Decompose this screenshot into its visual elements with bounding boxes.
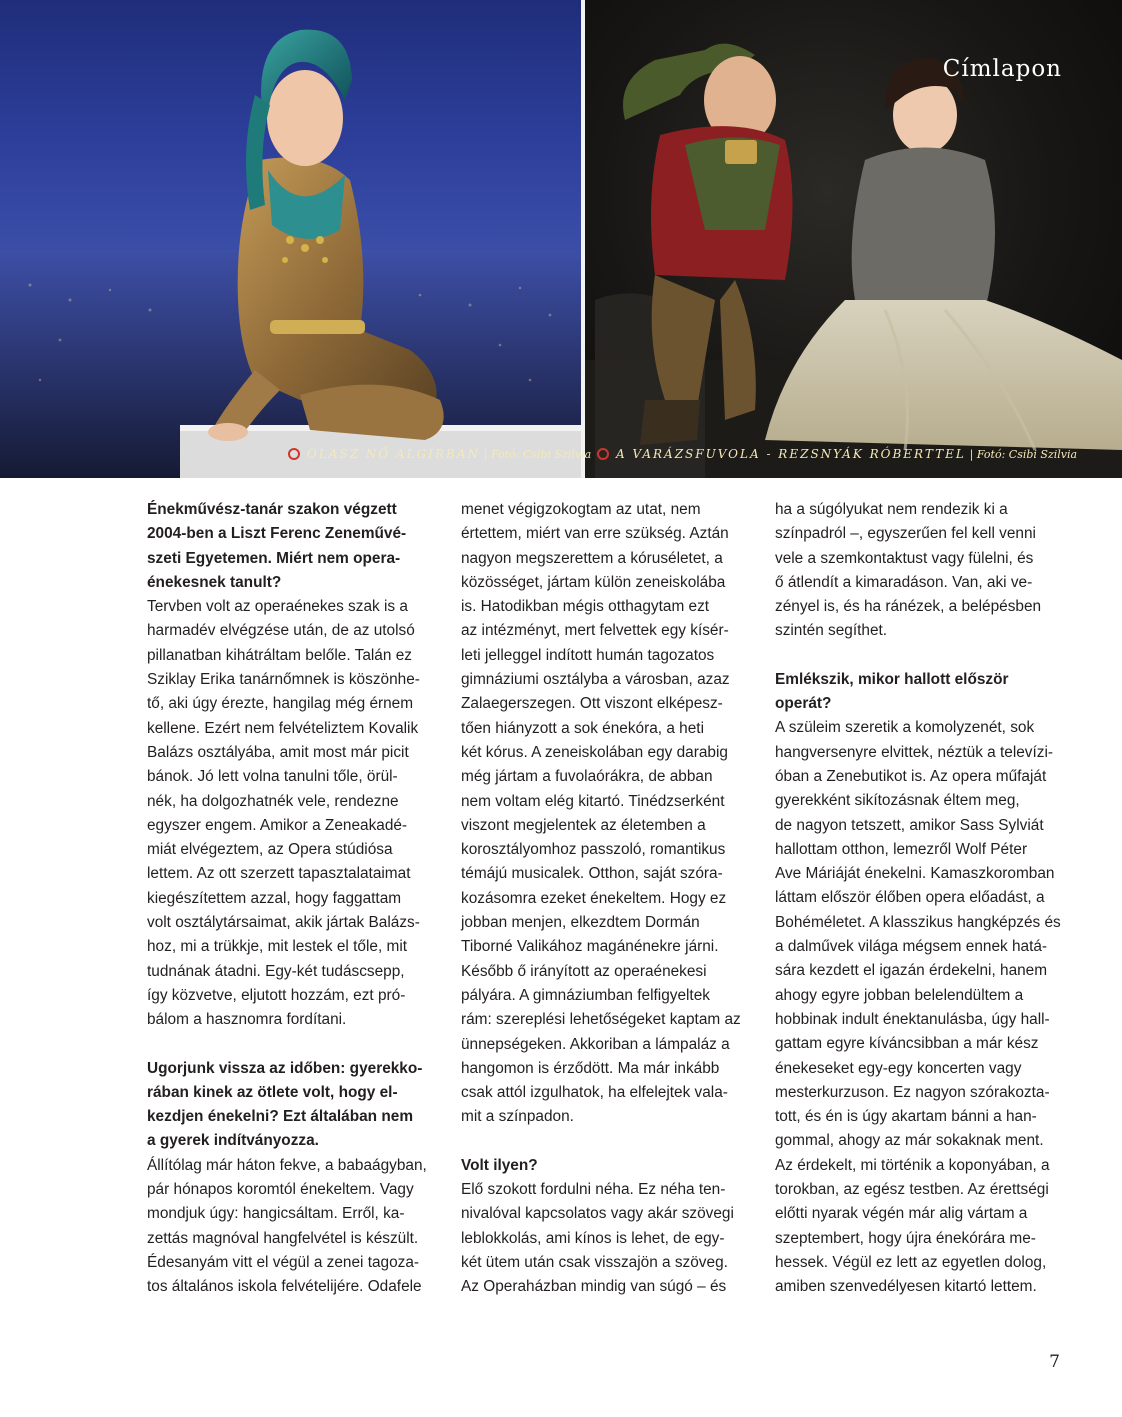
- interview-answer: [147, 595, 447, 1032]
- text-line: ahogy egyre jobban belelendültem a: [775, 986, 1024, 1004]
- text-line: értettem, miért van erre szükség. Aztán: [461, 525, 729, 543]
- text-line: Elő szokott fordulni néha. Ez néha ten-: [461, 1181, 726, 1199]
- text-line: előtti nyarak végén már alig vártam a: [775, 1205, 1028, 1223]
- text-line: Később ő irányított az operaénekesi: [461, 962, 707, 980]
- text-line: Volt ilyen?: [461, 1156, 538, 1174]
- text-line: ha a súgólyukat nem rendezik ki a: [775, 501, 1008, 518]
- text-line: közösséget, jártam külön zeneiskolába: [461, 573, 726, 591]
- text-line: gattam egyre kíváncsibban a már kész: [775, 1035, 1039, 1053]
- section-label: Címlapon: [942, 56, 1062, 82]
- text-line: leblokkolás, ami kínos is lehet, de egy-: [461, 1229, 725, 1247]
- text-line: rám: szereplési lehetőségeket kaptam az: [461, 1011, 741, 1029]
- text-line: leti jelleggel indított humán tagozatos: [461, 646, 715, 664]
- text-line: zettás magnóval hangfelvétel is készült.: [147, 1229, 419, 1247]
- text-line: is. Hatodikban mégis otthagytam ezt: [461, 598, 710, 616]
- text-line: zényel is, és ha ránézek, a belépésben: [775, 598, 1042, 616]
- text-line: két kórus. A zeneiskolában egy darabig: [461, 743, 728, 761]
- text-line: Zalaegerszegen. Ott viszont elképesz-: [461, 695, 723, 713]
- text-line: torokban, az egész testben. Az érettségi: [775, 1181, 1049, 1199]
- text-line: mondjuk úgy: hangicsáltam. Erről, ka-: [147, 1205, 405, 1223]
- text-line: pillanatban kihátráltam belőle. Talán ez: [147, 646, 412, 664]
- text-line: Édesanyám vitt el végül a zenei tagoza-: [147, 1253, 420, 1271]
- text-line: Állítólag már háton fekve, a babaágyban,: [147, 1156, 427, 1174]
- text-line: Az Operaházban mindig van súgó – és: [461, 1278, 727, 1296]
- text-line: így közvetve, eljutott hozzám, ezt pró-: [147, 986, 406, 1004]
- text-line: csak attól izgulhatok, ha elfelejtek vala-: [461, 1084, 728, 1102]
- text-line: hessek. Végül ez lett az egyetlen dolog,: [775, 1253, 1047, 1271]
- text-line: Tervben volt az operaénekes szak is a: [147, 598, 408, 616]
- photo-olasz-no-algirban: [0, 0, 581, 478]
- caption-bullet-icon: [597, 448, 609, 460]
- text-line: jobban menjen, elkezdtem Dormán: [461, 914, 700, 932]
- text-line: korosztályomhoz passzoló, romantikus: [461, 841, 726, 859]
- text-line: nem voltam elég kitartó. Tinédzserként: [461, 792, 725, 810]
- text-line: témájú musicalek. Otthon, saját szóra-: [461, 865, 723, 883]
- text-line: tudnának átadni. Egy-két tudáscsepp,: [147, 962, 405, 980]
- text-line: a gyerek indítványozza.: [147, 1132, 319, 1150]
- text-line: vele a szemkontaktust vagy fülelni, és: [775, 549, 1034, 567]
- text-line: kozásomra ezeket énekeltem. Hogy ez: [461, 889, 727, 907]
- text-line: énekeseket egy-egy koncerten vagy: [775, 1059, 1022, 1077]
- text-line: Ugorjunk vissza az időben: gyerekko-: [147, 1059, 423, 1077]
- text-line: gyerekként sikítozásnak éltem meg,: [775, 792, 1020, 810]
- text-line: mesterkurzuson. Ez nagyon szórakozta-: [775, 1083, 1050, 1101]
- text-line: Emlékszik, mikor hallott először: [775, 670, 1009, 688]
- text-line: viszont megjelentek az életemben a: [461, 816, 706, 834]
- interview-question: [775, 668, 1075, 717]
- text-line: hallottam otthon, lemezről Wolf Péter: [775, 840, 1028, 858]
- text-line: hobbinak indult énektanulásba, úgy hall-: [775, 1010, 1050, 1028]
- text-line: volt osztálytársaimat, akik jártak Balázs-: [147, 914, 420, 932]
- paragraph-gap: [147, 1033, 447, 1057]
- text-line: de nagyon tetszett, amikor Sass Sylviát: [775, 816, 1044, 834]
- text-line: ünnepségeken. Akkoriban a lámpaláz a: [461, 1035, 730, 1053]
- interview-answer: [461, 1178, 761, 1299]
- text-line: kellene. Ezért nem felvételiztem Kovalik: [147, 719, 419, 737]
- text-line: hangversenyre elvittek, néztük a televízi-: [775, 743, 1054, 761]
- text-line: tott, és én is úgy akartam bánni a han-: [775, 1108, 1037, 1126]
- text-line: szeptembert, hogy újra énekórára me-: [775, 1229, 1036, 1247]
- text-line: bánok. Jó lett volna tanulni tőle, örül-: [147, 768, 398, 786]
- text-line: 2004-ben a Liszt Ferenc Zeneművé-: [147, 525, 407, 543]
- paragraph-gap: [461, 1130, 761, 1154]
- text-line: az intézményt, mert felvettek egy kísér-: [461, 622, 729, 640]
- text-line: Sziklay Erika tanárnőmnek is köszönhe-: [147, 671, 420, 689]
- caption-right: [597, 444, 1077, 464]
- text-line: ő átlendít a kimaradáson. Van, aki ve-: [775, 573, 1033, 591]
- text-line: szintén segíthet.: [775, 622, 888, 640]
- text-line: sára kezdett el igazán érdekelni, hanem: [775, 962, 1048, 980]
- text-line: két ütem után csak visszajön a szöveg.: [461, 1253, 728, 1271]
- text-line: Balázs osztályába, amit most már picit: [147, 743, 409, 761]
- text-line: pár hónapos koromtól énekeltem. Vagy: [147, 1181, 414, 1199]
- interview-question: [147, 1057, 447, 1154]
- caption-left-credit: | Fotó: Csibi Szilvia: [483, 448, 592, 461]
- text-line: harmadév elvégzése után, de az utolsó: [147, 622, 415, 640]
- text-line: kezdjen énekelni? Ezt általában nem: [147, 1108, 413, 1126]
- interview-answer: [775, 716, 1075, 1299]
- text-line: hangomon is érződött. Ma már inkább: [461, 1059, 720, 1077]
- text-line: nék, ha dolgozhatnék vele, rendezne: [147, 792, 399, 810]
- caption-bullet-icon: [288, 448, 300, 460]
- text-line: miát elvégeztem, az Opera stúdiósa: [147, 841, 393, 859]
- text-line: Énekművész-tanár szakon végzett: [147, 501, 397, 518]
- text-line: kiegészítettem azzal, hogy faggattam: [147, 889, 402, 907]
- interview-question: [147, 498, 447, 595]
- text-line: gimnáziumi osztályba a városban, azaz: [461, 671, 730, 689]
- text-line: A szüleim szeretik a komolyzenét, sok: [775, 719, 1035, 737]
- photo-band: [0, 0, 1122, 478]
- text-column-3: [775, 498, 1075, 1300]
- text-line: mit a színpadon.: [461, 1108, 574, 1126]
- paragraph-gap: [775, 644, 1075, 668]
- page-number: 7: [1049, 1352, 1060, 1372]
- interview-answer: [461, 498, 761, 1130]
- text-line: hoz, mi a trükkje, mit lestek el tőle, mit: [147, 938, 408, 956]
- text-column-2: [461, 498, 761, 1300]
- text-line: bálom a hasznomra fordítani.: [147, 1011, 347, 1029]
- text-line: még jártam a fuvolaórákra, de abban: [461, 768, 713, 786]
- text-column-1: [147, 498, 447, 1300]
- text-line: gommal, ahogy az már sokaknak ment.: [775, 1132, 1044, 1150]
- text-line: Az érdekelt, mi történik a koponyában, a: [775, 1156, 1050, 1174]
- interview-answer: [147, 1154, 447, 1300]
- text-line: tos általános iskola felvételijére. Odafele: [147, 1278, 422, 1296]
- text-line: rában kinek az ötlete volt, hogy el-: [147, 1083, 398, 1101]
- text-line: Bohéméletet. A klasszikus hangképzés és: [775, 913, 1061, 931]
- text-line: amiben szenvedélyesen kitartó lettem.: [775, 1278, 1037, 1296]
- text-line: színpadról –, egyszerűen fel kell venni: [775, 525, 1036, 543]
- text-line: énekesnek tanult?: [147, 573, 282, 591]
- text-line: óban a Zenebutikot is. Az opera műfaját: [775, 767, 1047, 785]
- interview-question: [461, 1154, 761, 1178]
- caption-right-title: A VARÁZSFUVOLA - REZSNYÁK RÓBERTTEL: [616, 447, 966, 461]
- text-line: pályára. A gimnáziumban felfigyeltek: [461, 986, 710, 1004]
- text-line: operát?: [775, 695, 832, 713]
- text-line: nagyon megszerettem a kóruséletet, a: [461, 549, 723, 567]
- caption-left-title: OLASZ NŐ ALGÍRBAN: [307, 447, 480, 461]
- text-line: Ave Máriáját énekelni. Kamaszkoromban: [775, 865, 1055, 883]
- interview-answer: [775, 498, 1075, 644]
- text-line: Tiborné Valikához magánénekre járni.: [461, 938, 719, 956]
- text-line: menet végigzokogtam az utat, nem: [461, 501, 701, 518]
- caption-right-credit: | Fotó: Csibi Szilvia: [969, 448, 1078, 461]
- text-line: egyszer engem. Amikor a Zeneakadé-: [147, 816, 408, 834]
- text-line: nivalóval kapcsolatos vagy akár szövegi: [461, 1205, 734, 1223]
- text-line: tően hiányzott a sok énekóra, a heti: [461, 719, 704, 737]
- text-line: szeti Egyetemen. Miért nem opera-: [147, 549, 401, 567]
- text-line: lettem. Az ott szerzett tapasztalataimat: [147, 865, 411, 883]
- text-line: a dalművek világa mégsem ennek hatá-: [775, 938, 1048, 956]
- text-line: láttam először élőben opera előadást, a: [775, 889, 1045, 907]
- caption-left: [288, 444, 591, 464]
- text-line: tő, aki úgy érezte, hangilag még érnem: [147, 695, 414, 713]
- singer-illustration: [0, 0, 581, 478]
